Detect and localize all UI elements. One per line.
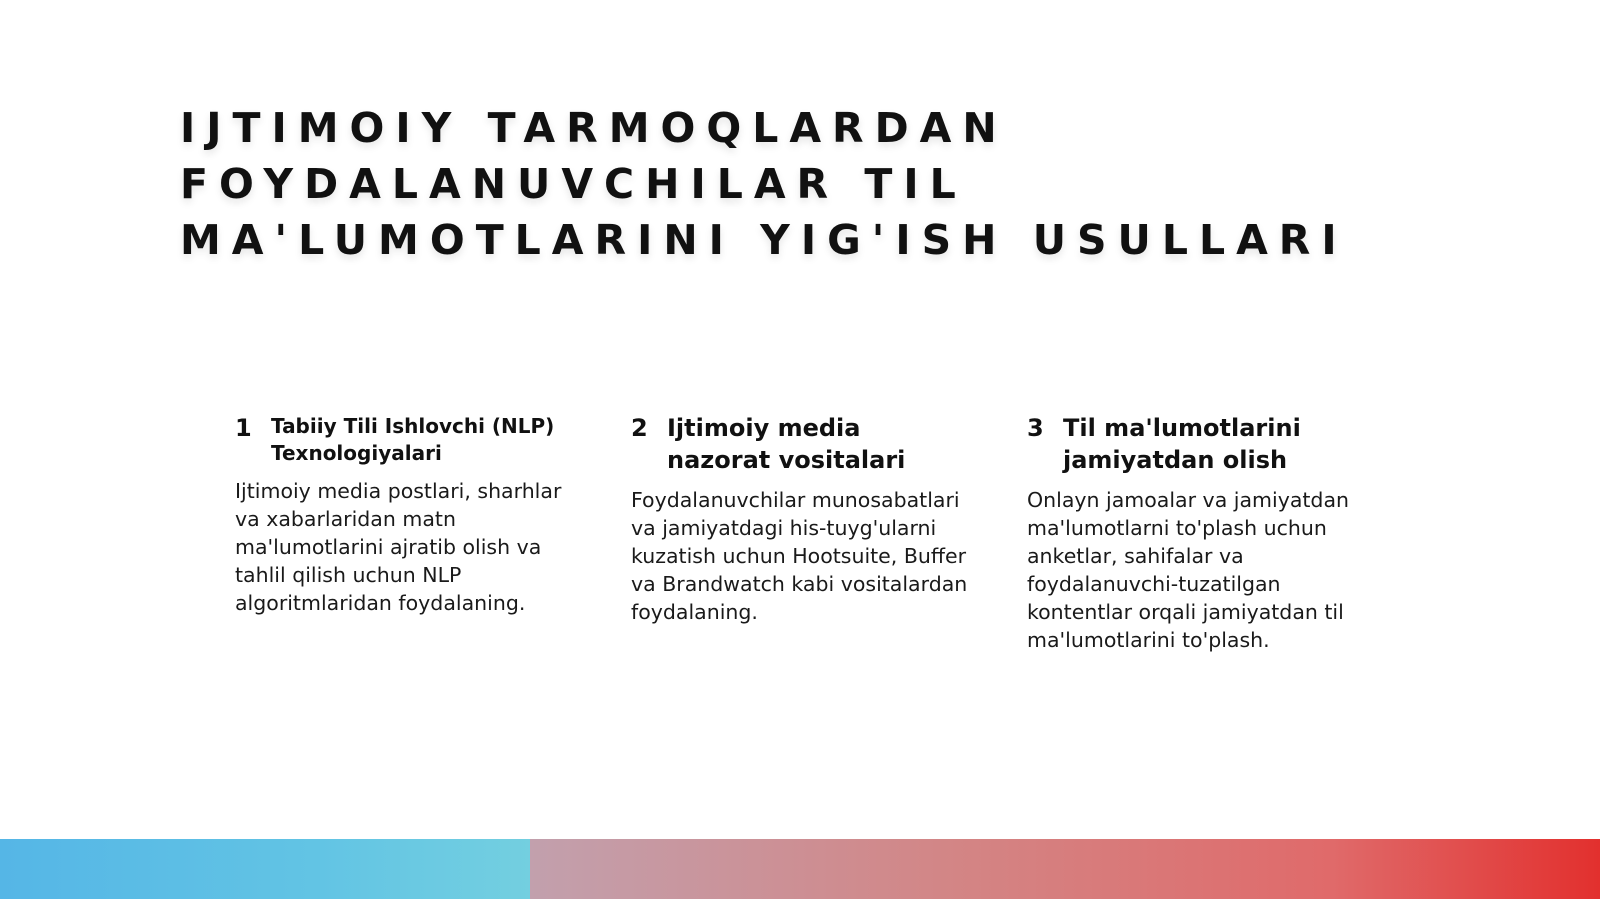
column-1 — [235, 412, 575, 617]
slide-title-line-2: FOYDALANUVCHILAR TIL — [180, 160, 967, 208]
bottom-bar-blue-segment — [0, 839, 530, 899]
slide-title-line-1: IJTIMOIY TARMOQLARDAN — [180, 104, 1008, 152]
column-1-heading: Tabiiy Tili Ishlovchi (NLP) Texnologiyalari — [271, 414, 555, 465]
bottom-gradient-bar — [0, 839, 1600, 899]
column-3-header — [1027, 412, 1367, 476]
column-2-header — [631, 412, 971, 476]
column-3-number: 3 — [1027, 414, 1044, 442]
column-1-header — [235, 412, 575, 467]
columns-section — [235, 412, 1395, 712]
slide-title — [180, 100, 1440, 268]
column-1-number: 1 — [235, 414, 252, 442]
bottom-bar-red-segment — [530, 839, 1600, 899]
column-3 — [1027, 412, 1367, 654]
column-3-heading: Til ma'lumotlarini jamiyatdan olish — [1063, 414, 1301, 474]
column-2-body: Foydalanuvchilar munosabatlari va jamiyatdagi his-tuyg'ularni kuzatish uchun Hootsuite, Buffer va Brandwatch kabi vositalardan foydalaning. — [631, 488, 968, 624]
column-2-heading: Ijtimoiy media nazorat vositalari — [667, 414, 906, 474]
column-1-body: Ijtimoiy media postlari, sharhlar va xabarlaridan matn ma'lumotlarini ajratib olish va tahlil qilish uchun NLP algoritmlaridan foydalaning. — [235, 479, 562, 615]
slide-title-line-3: MA'LUMOTLARINI YIG'ISH USULLARI — [180, 216, 1348, 264]
column-2 — [631, 412, 971, 626]
column-3-body: Onlayn jamoalar va jamiyatdan ma'lumotlarni to'plash uchun anketlar, sahifalar va foydalanuvchi-tuzatilgan kontentlar orqali jamiyatdan til ma'lumotlarini to'plash. — [1027, 488, 1349, 652]
column-2-number: 2 — [631, 414, 648, 442]
